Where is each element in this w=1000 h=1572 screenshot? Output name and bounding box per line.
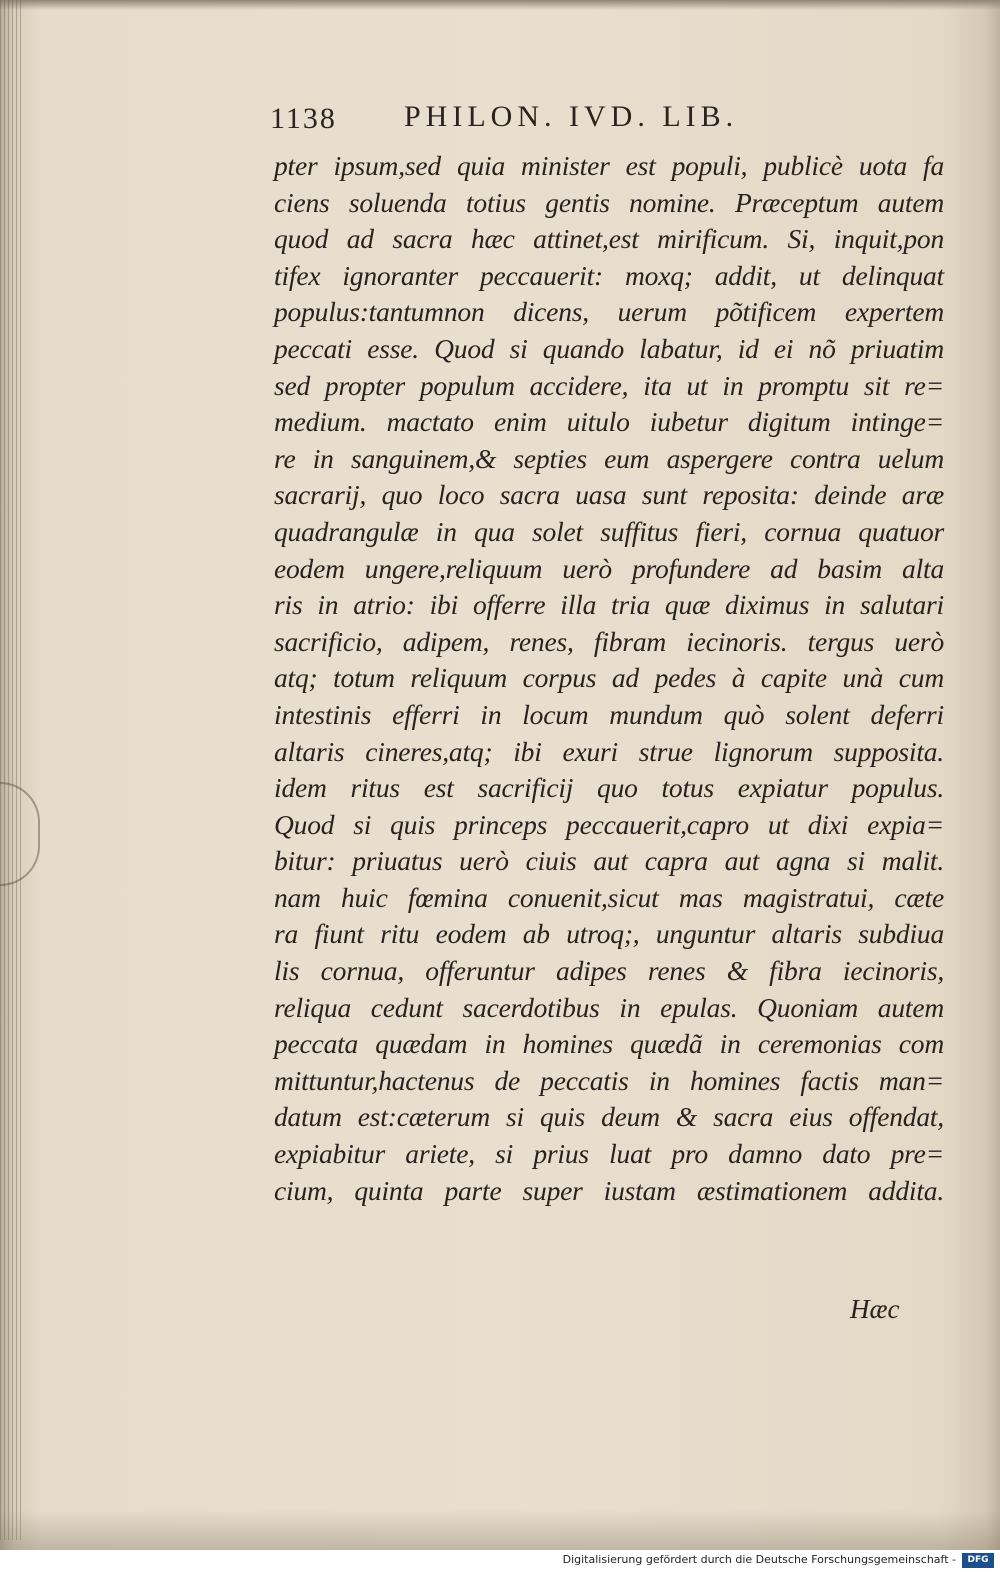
text-line: ris in atrio: ibi offerre illa tria quæ diximus in salutari <box>274 589 944 621</box>
text-line: intestinis efferri in locum mundum quò solent deferri <box>274 698 944 730</box>
text-line: sacrificio, adipem, renes, fibram iecinoris. tergus uerò <box>274 625 944 657</box>
text-line: populus:tantumnon dicens, uerum põtificem expertem <box>274 296 944 328</box>
text-line: mittuntur,hactenus de peccatis in homines factis man= <box>274 1064 944 1096</box>
text-line: reliqua cedunt sacerdotibus in epulas. Quoniam autem <box>274 991 944 1023</box>
text-line: expiabitur ariete, si prius luat pro damno dato pre= <box>274 1138 944 1170</box>
text-line: ciens soluenda totius gentis nomine. Præceptum autem <box>274 186 944 218</box>
text-line: pter ipsum,sed quia minister est populi, publicè uota fa <box>274 150 944 181</box>
body-text <box>274 148 944 1209</box>
text-line: re in sanguinem,& septies eum aspergere contra uelum <box>274 442 944 474</box>
text-line: datum est:cæterum si quis deum & sacra eius offendat, <box>274 1101 944 1133</box>
text-line: eodem ungere,reliquum uerò profundere ad basim alta <box>274 552 944 584</box>
catchword: Hæc <box>850 1294 900 1324</box>
text-line: atq; totum reliquum corpus ad pedes à capite unà cum <box>274 662 944 694</box>
text-line: Quod si quis princeps peccauerit,capro ut dixi expia= <box>274 808 944 840</box>
page-header <box>270 100 910 140</box>
text-line: peccati esse. Quod si quando labatur, id ei nõ priuatim <box>274 332 944 364</box>
dfg-logo-icon: DFG <box>962 1553 994 1568</box>
text-line: medium. mactato enim uitulo iubetur digitum intinge= <box>274 406 944 438</box>
text-line: bitur: priuatus uerò ciuis aut capra aut agna si malit. <box>274 845 944 877</box>
text-line: altaris cineres,atq; ibi exuri strue lignorum supposita. <box>274 735 944 767</box>
text-line: quadrangulæ in qua solet suffitus fieri, cornua quatuor <box>274 515 944 547</box>
funding-notice: Digitalisierung gefördert durch die Deutsche Forschungsgemeinschaft - <box>562 1553 956 1566</box>
binding-clip-mark <box>0 782 40 886</box>
page-number: 1138 <box>270 102 337 135</box>
running-title: PHILON. IVD. LIB. <box>404 100 739 133</box>
page-top-shadow <box>0 0 1000 10</box>
text-line: ra fiunt ritu eodem ab utroq;, unguntur altaris subdiua <box>274 918 944 950</box>
text-line: peccata quædam in homines quædã in ceremonias com <box>274 1028 944 1060</box>
text-line: quod ad sacra hæc attinet,est mirificum. Si, inquit,pon <box>274 223 944 255</box>
text-line: cium, quinta parte super iustam æstimationem addita. <box>274 1174 944 1206</box>
page-bottom-shadow <box>0 1510 1000 1550</box>
text-line: nam huic fœmina conuenit,sicut mas magistratui, cæte <box>274 881 944 913</box>
text-line: sed propter populum accidere, ita ut in promptu sit re= <box>274 369 944 401</box>
text-line: idem ritus est sacrificij quo totus expiatur populus. <box>274 772 944 804</box>
text-line: sacrarij, quo loco sacra uasa sunt reposita: deinde aræ <box>274 479 944 511</box>
text-line: tifex ignoranter peccauerit: moxq; addit, ut delinquat <box>274 259 944 291</box>
page-stack-edge <box>0 0 22 1540</box>
text-line: lis cornua, offeruntur adipes renes & fibra iecinoris, <box>274 955 944 987</box>
digitization-footer <box>0 1550 1000 1572</box>
